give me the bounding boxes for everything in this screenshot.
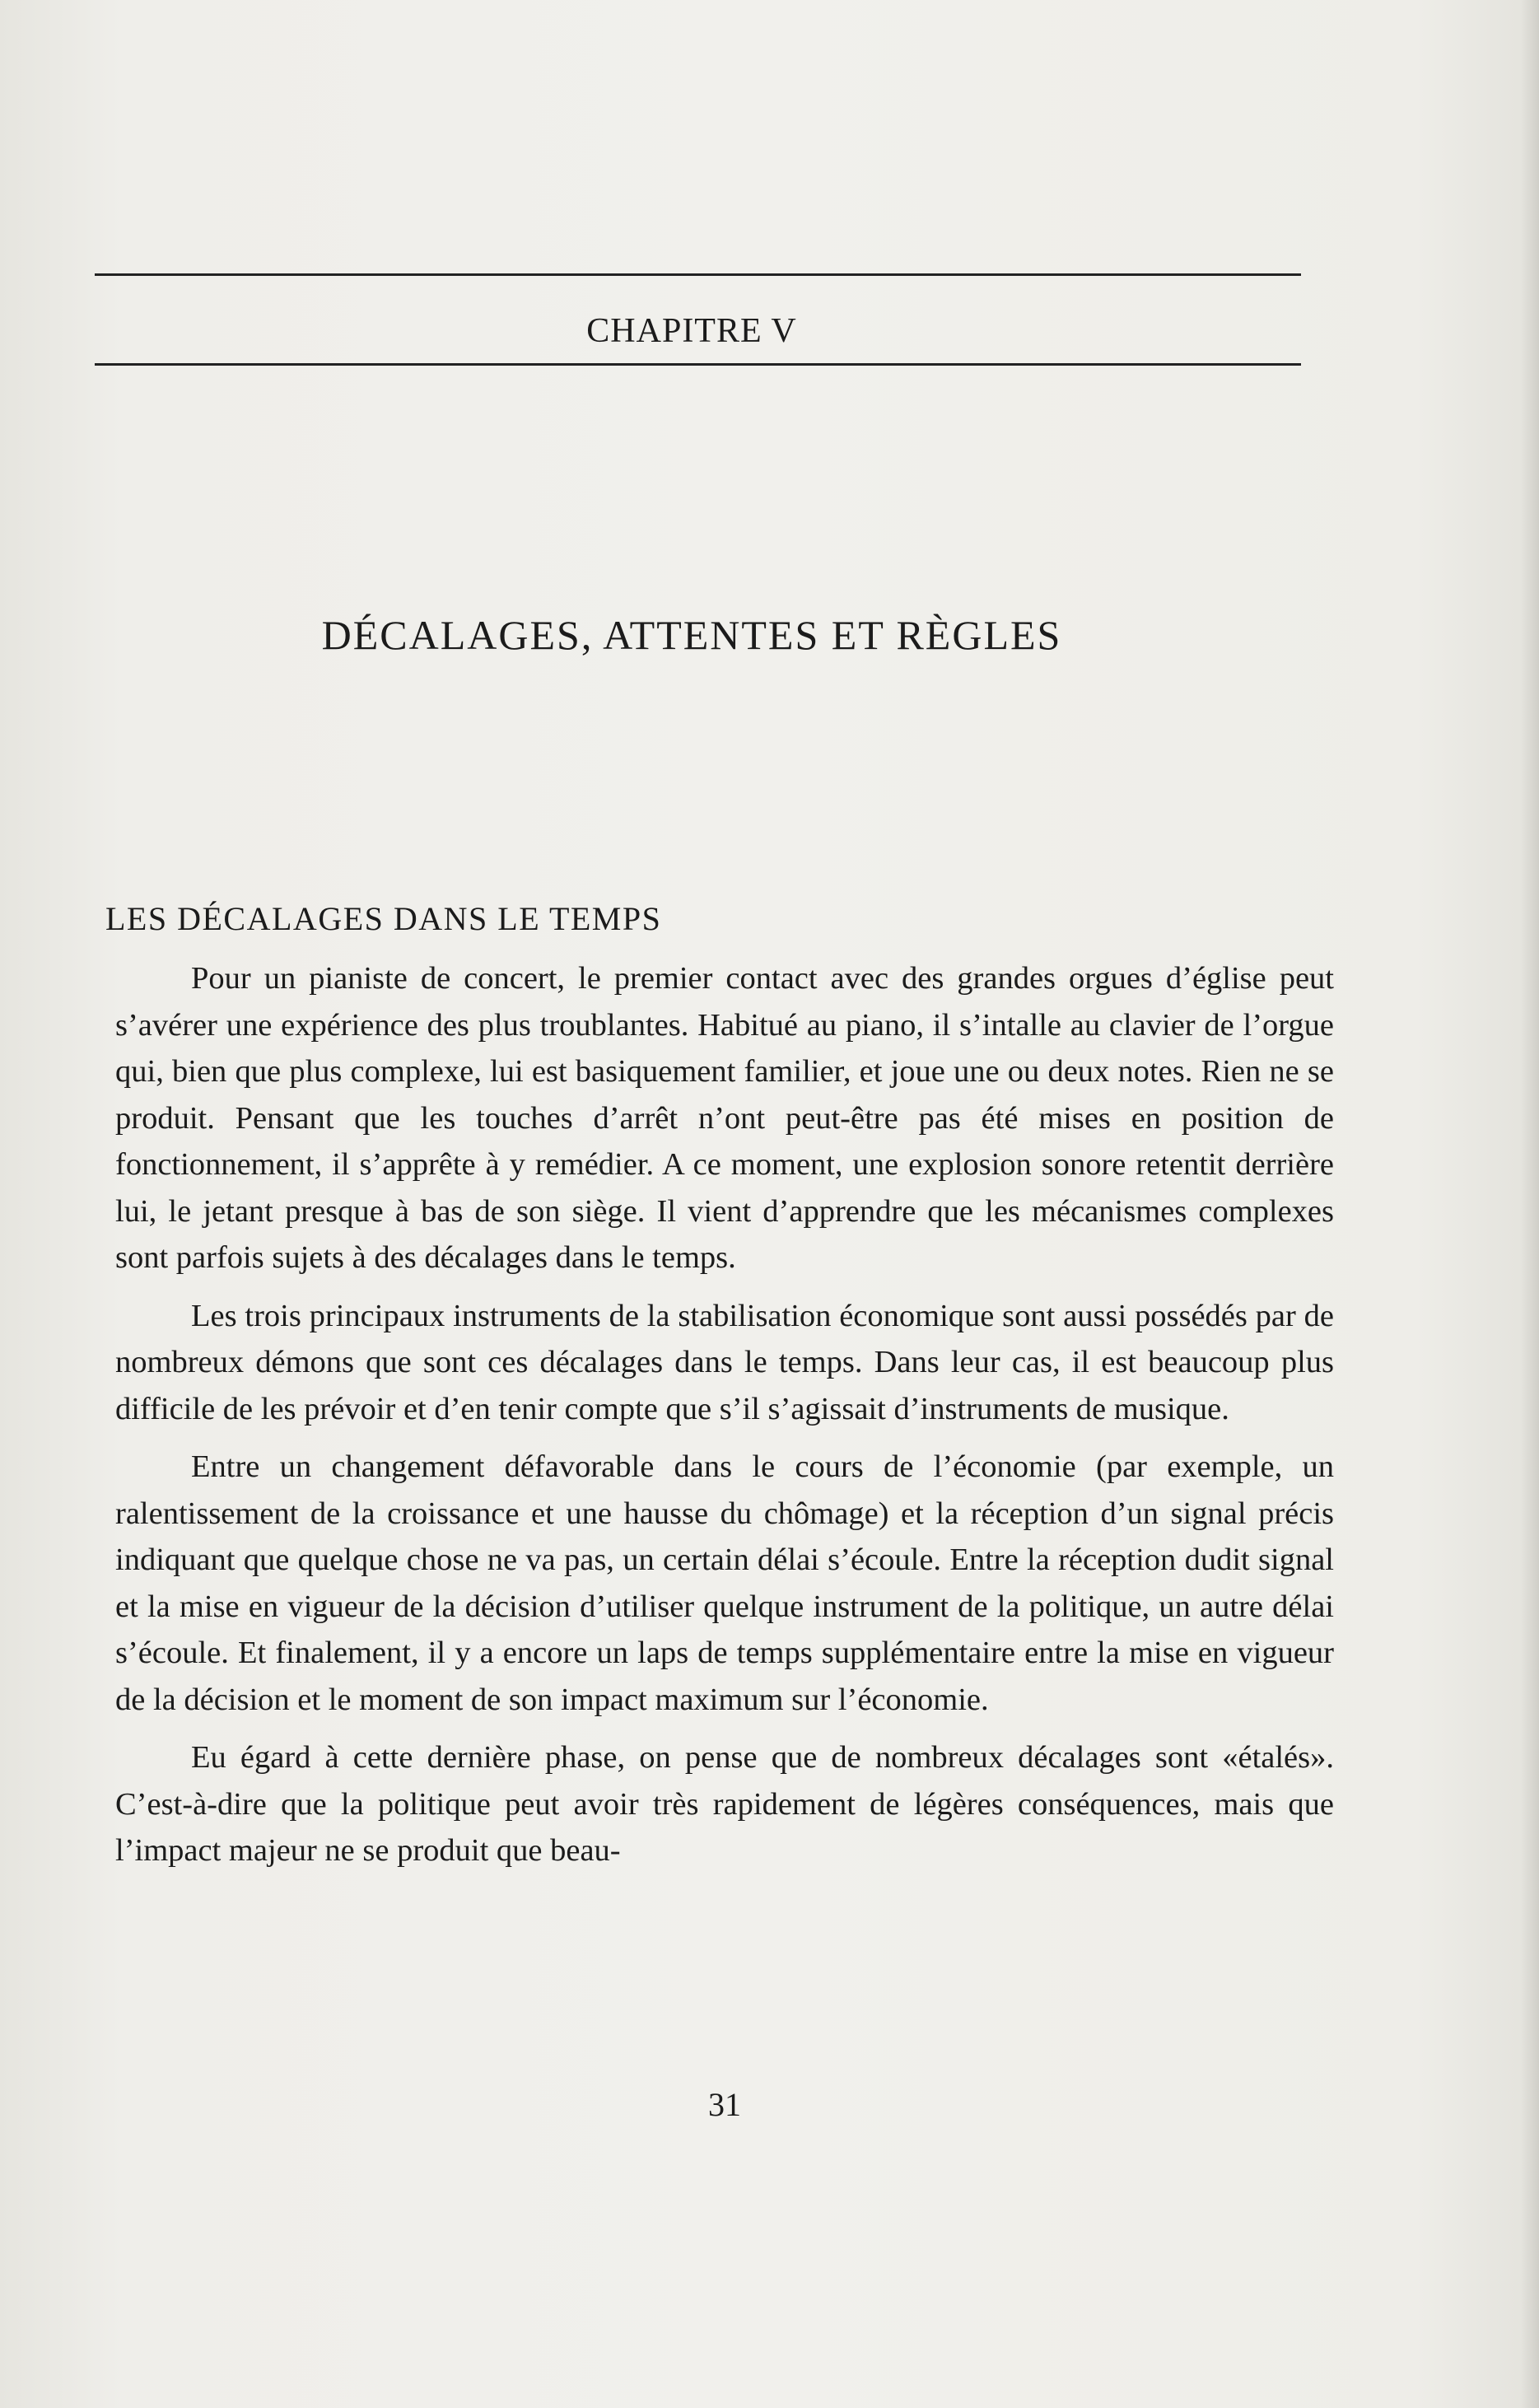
page-number: 31 — [708, 2086, 741, 2123]
body-text — [115, 955, 1334, 1886]
paragraph: Pour un pianiste de concert, le premier contact avec des grandes orgues d’église peut s’avérer une expérience des plus troublantes. Habitué au piano, il s’intalle au clavier de l’orgue qui, bien que plus complexe, lui est basiquement familier, et joue une ou deux notes. Rien ne se produit. Pensant que les touches d’arrêt n’ont peut-être pas été mises en position de fonctionnement, il s’apprête à y remédier. A ce moment, une explosion sonore retentit derrière lui, le jetant presque à bas de son siège. Il vient d’apprendre que les mécanismes complexes sont parfois sujets à des décalages dans le temps. — [115, 961, 1334, 1275]
chapter-rule-bottom — [95, 363, 1301, 366]
paragraph: Eu égard à cette dernière phase, on pense que de nombreux décalages sont «étalés». C’est-à-dire que la politique peut avoir très rapidement de légères conséquences, mais que l’impact majeur ne se produit que beau- — [115, 1740, 1334, 1868]
chapter-title: DÉCALAGES, ATTENTES ET RÈGLES — [321, 612, 1062, 658]
chapter-label: CHAPITRE V — [586, 312, 797, 350]
paragraph: Entre un changement défavorable dans le cours de l’économie (par exemple, un ralentissement de la croissance et une hausse du chômage) et la réception d’un signal précis indiquant que quelque chose ne va pas, un certain délai s’écoule. Entre la réception dudit signal et la mise en vigueur de la décision d’utiliser quelque instrument de la politique, un autre délai s’écoule. Et finalement, il y a encore un laps de temps supplémentaire entre la mise en vigueur de la décision et le moment de son impact maximum sur l’économie. — [115, 1449, 1334, 1717]
paragraph: Les trois principaux instruments de la stabilisation économique sont aussi possédés par de nombreux démons que sont ces décalages dans le temps. Dans leur cas, il est beaucoup plus difficile de les prévoir et d’en tenir compte que s’il s’agissait d’instruments de musique. — [115, 1298, 1334, 1426]
page-edge-shadow — [1521, 0, 1539, 2408]
chapter-rule-top — [95, 273, 1301, 276]
section-heading: LES DÉCALAGES DANS LE TEMPS — [105, 900, 662, 937]
